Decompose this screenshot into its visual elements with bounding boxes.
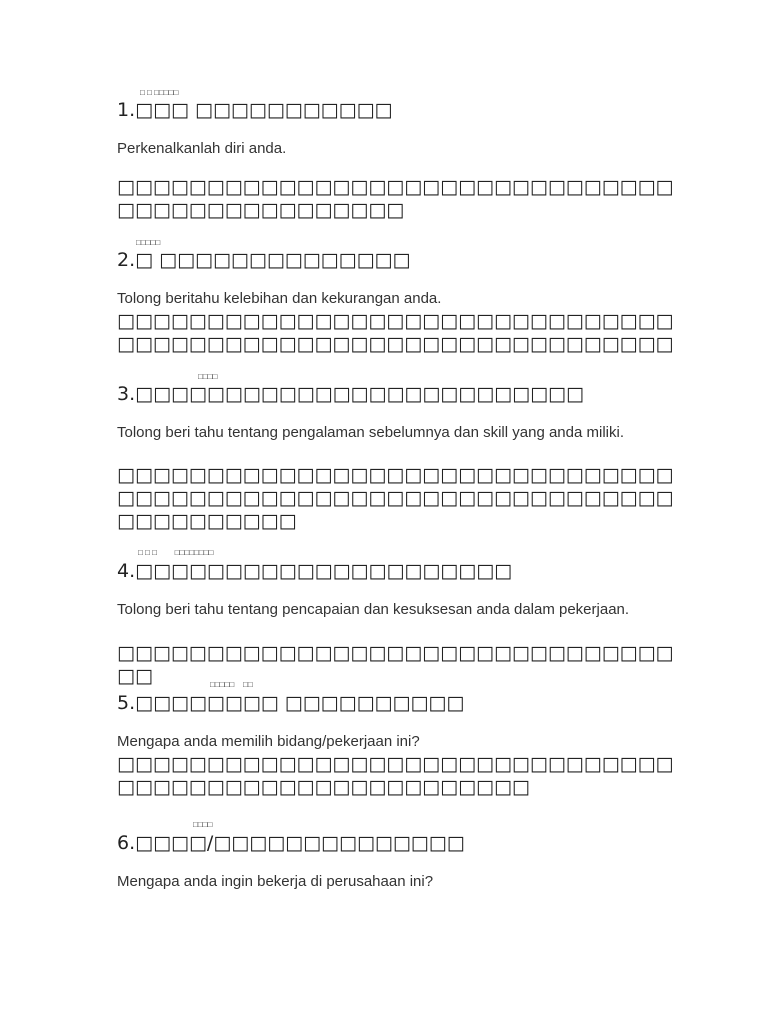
question-1-heading: 1.□□□ □□□□□□□□□□□ (117, 99, 393, 121)
question-1-translation: Perkenalkanlah diri anda. (117, 140, 287, 157)
question-5-answer: □□□□□□□□□□□□□□□□□□□□□□□□□□□□□□□□□□□□□□□□□□□□□□□□□□□□□□ (117, 753, 674, 798)
question-2-translation: Tolong beritahu kelebihan dan kekurangan anda. (117, 290, 442, 307)
question-5-translation: Mengapa anda memilih bidang/pekerjaan ini? (117, 733, 420, 750)
question-4-heading: 4.□□□□□□□□□□□□□□□□□□□□□ (117, 560, 513, 582)
question-4-translation: Tolong beri tahu tentang pencapaian dan kesuksesan anda dalam pekerjaan. (117, 601, 630, 618)
question-2-answer: □□□□□□□□□□□□□□□□□□□□□□□□□□□□□□□□□□□□□□□□□□□□□□□□□□□□□□□□□□□□□□ (117, 310, 674, 355)
question-6-heading: 6.□□□□/□□□□□□□□□□□□□□ (117, 832, 465, 854)
question-3-answer: □□□□□□□□□□□□□□□□□□□□□□□□□□□□□□□□□□□□□□□□□□□□□□□□□□□□□□□□□□□□□□□□□□□□□□□□ (117, 464, 674, 532)
question-2-heading: 2.□ □□□□□□□□□□□□□□ (117, 249, 411, 271)
question-2-ruby: □□□□□ (136, 238, 161, 247)
question-6-translation: Mengapa anda ingin bekerja di perusahaan ini? (117, 873, 434, 890)
question-3-translation: Tolong beri tahu tentang pengalaman sebelumnya dan skill yang anda miliki. (117, 424, 624, 441)
question-1-answer: □□□□□□□□□□□□□□□□□□□□□□□□□□□□□□□□□□□□□□□□□□□□□□□ (117, 176, 674, 221)
question-5-ruby: □□□□□ □□ (210, 680, 253, 689)
question-4-ruby: □ □ □ □□□□□□□□ (138, 548, 214, 557)
question-5-heading: 5.□□□□□□□□ □□□□□□□□□□ (117, 692, 465, 714)
question-3-ruby: □□□□ (198, 372, 218, 381)
question-6-ruby: □□□□ (193, 820, 213, 829)
question-1-ruby: □ □ □□□□□ (140, 88, 179, 97)
question-4-answer: □□□□□□□□□□□□□□□□□□□□□□□□□□□□□□□□□ (117, 642, 674, 687)
question-3-heading: 3.□□□□□□□□□□□□□□□□□□□□□□□□□ (117, 383, 584, 405)
